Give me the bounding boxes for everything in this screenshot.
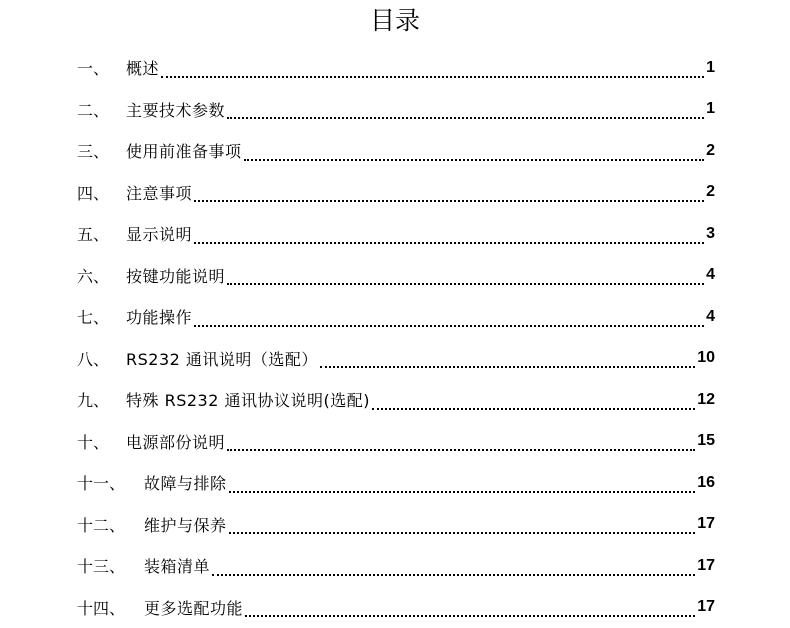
toc-entry-page: 1: [706, 58, 715, 76]
toc-entry-number: 十四、: [77, 598, 126, 618]
toc-entry-5[interactable]: [77, 213, 715, 255]
toc-entry-label: 概述: [126, 59, 160, 79]
toc-entry-9[interactable]: [77, 379, 715, 421]
toc-entry-number: 九、: [77, 391, 110, 411]
toc-entry-number: 十、: [77, 432, 110, 452]
toc-entry-number: 十二、: [77, 515, 126, 535]
dot-leader: [212, 574, 695, 576]
toc-entry-label: 使用前准备事项: [126, 142, 242, 162]
dot-leader: [320, 366, 695, 368]
dot-leader: [245, 615, 695, 617]
toc-entry-page: 1: [706, 100, 715, 118]
toc-entry-page: 4: [706, 307, 715, 325]
toc-entry-page: 12: [697, 390, 715, 408]
toc-entry-label: 维护与保养: [144, 515, 227, 535]
dot-leader: [244, 159, 705, 161]
toc-entry-label: 主要技术参数: [126, 100, 226, 120]
toc-entry-12[interactable]: [77, 504, 715, 546]
dot-leader: [161, 76, 704, 78]
toc-entry-page: 2: [706, 183, 715, 201]
toc-entry-page: 17: [697, 556, 715, 574]
toc-entry-page: 15: [697, 432, 715, 450]
toc-entry-label: 更多选配功能: [144, 598, 244, 618]
dot-leader: [194, 325, 704, 327]
toc-entry-number: 十三、: [77, 557, 126, 577]
toc-entry-11[interactable]: [77, 462, 715, 504]
toc-entry-10[interactable]: [77, 421, 715, 463]
toc-entry-number: 五、: [77, 225, 110, 245]
toc-entry-page: 4: [706, 266, 715, 284]
toc-entry-page: 2: [706, 141, 715, 159]
toc-entry-label: RS232 通讯说明（选配）: [126, 349, 318, 369]
toc-entry-label: 装箱清单: [144, 557, 211, 577]
toc-entry-label: 特殊 RS232 通讯协议说明(选配): [126, 391, 370, 411]
toc-entry-4[interactable]: [77, 172, 715, 214]
toc-entry-label: 注意事项: [126, 183, 193, 203]
toc-entry-8[interactable]: [77, 338, 715, 380]
dot-leader: [229, 491, 696, 493]
toc-entry-14[interactable]: [77, 587, 715, 628]
toc-entry-1[interactable]: [77, 47, 715, 89]
toc-entry-2[interactable]: [77, 89, 715, 131]
toc-entry-label: 电源部份说明: [126, 432, 226, 452]
toc-entry-label: 故障与排除: [144, 474, 227, 494]
toc-entry-number: 三、: [77, 142, 110, 162]
dot-leader: [229, 532, 696, 534]
toc-list: [77, 47, 715, 628]
toc-entry-number: 十一、: [77, 474, 126, 494]
toc-entry-7[interactable]: [77, 296, 715, 338]
toc-entry-number: 八、: [77, 349, 110, 369]
toc-entry-label: 功能操作: [126, 308, 193, 328]
toc-entry-13[interactable]: [77, 545, 715, 587]
toc-entry-page: 17: [697, 515, 715, 533]
dot-leader: [194, 242, 704, 244]
toc-entry-number: 一、: [77, 59, 110, 79]
dot-leader: [227, 449, 695, 451]
dot-leader: [227, 117, 704, 119]
toc-entry-number: 四、: [77, 183, 110, 203]
toc-entry-label: 显示说明: [126, 225, 193, 245]
toc-entry-page: 16: [697, 473, 715, 491]
toc-entry-page: 17: [697, 598, 715, 616]
dot-leader: [194, 200, 704, 202]
toc-entry-page: 10: [697, 349, 715, 367]
toc-entry-number: 七、: [77, 308, 110, 328]
toc-entry-number: 二、: [77, 100, 110, 120]
toc-entry-number: 六、: [77, 266, 110, 286]
toc-entry-3[interactable]: [77, 130, 715, 172]
toc-entry-page: 3: [706, 224, 715, 242]
dot-leader: [372, 408, 695, 410]
toc-title: 目录: [369, 6, 420, 35]
toc-entry-6[interactable]: [77, 255, 715, 297]
toc-entry-label: 按键功能说明: [126, 266, 226, 286]
dot-leader: [227, 283, 704, 285]
